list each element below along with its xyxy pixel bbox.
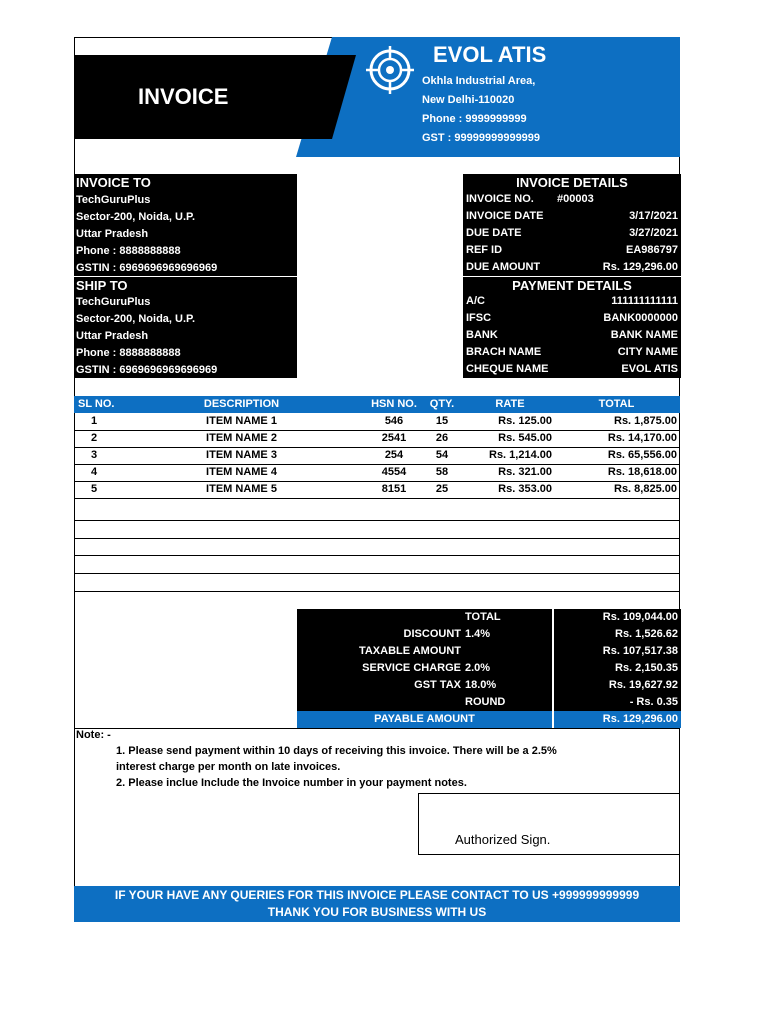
payment-label: CHEQUE NAME [466, 363, 549, 375]
payable-divider [552, 711, 554, 728]
detail-row [463, 242, 681, 259]
note-body [116, 743, 557, 791]
invoice-to-box [74, 174, 297, 276]
detail-value: Rs. 129,296.00 [602, 261, 678, 273]
empty-row-divider [74, 591, 680, 592]
detail-value: EA986797 [626, 244, 678, 256]
authorized-sign: Authorized Sign. [455, 832, 551, 847]
payable-value: Rs. 129,296.00 [602, 713, 678, 725]
payment-label: A/C [466, 295, 485, 307]
signature-box [418, 793, 680, 855]
items-table-body [74, 413, 680, 501]
note-line-2: 2. Please inclue Include the Invoice number in your payment notes. [116, 777, 467, 789]
summary-row-taxable [297, 643, 681, 660]
empty-row-divider [74, 538, 680, 539]
invoice-to-line: TechGuruPlus [76, 194, 151, 206]
row-rate: Rs. 321.00 [498, 466, 552, 478]
summary-row-discount [297, 626, 681, 643]
empty-row-divider [74, 520, 680, 521]
company-address-1: Okhla Industrial Area, [422, 75, 536, 87]
detail-row [463, 208, 681, 225]
payable-label: PAYABLE AMOUNT [374, 713, 475, 725]
row-rate: Rs. 1,214.00 [489, 449, 552, 461]
summary-bottom-line [74, 728, 680, 729]
row-desc: ITEM NAME 1 [206, 415, 277, 427]
payment-value: BANK NAME [610, 329, 678, 341]
row-hsn: 4554 [381, 466, 407, 478]
col-hsn: HSN NO. [371, 398, 417, 410]
invoice-no-label: INVOICE NO. [466, 193, 534, 205]
summary-value: Rs. 109,044.00 [602, 611, 678, 623]
payment-details-box [463, 276, 681, 378]
invoice-to-line: Uttar Pradesh [76, 228, 149, 240]
summary-label: ROUND [465, 696, 506, 708]
payment-label: BRACH NAME [466, 346, 542, 358]
col-total: TOTAL [598, 398, 635, 410]
row-desc: ITEM NAME 4 [206, 466, 277, 478]
footer-banner [74, 886, 680, 922]
summary-value: - Rs. 0.35 [629, 696, 678, 708]
row-sl: 3 [90, 449, 98, 461]
row-desc: ITEM NAME 5 [206, 483, 277, 495]
detail-value: 3/17/2021 [629, 210, 678, 222]
summary-label: SERVICE CHARGE [362, 662, 461, 674]
payment-value: 111111111111 [611, 295, 678, 307]
row-qty: 25 [435, 483, 449, 495]
summary-value: Rs. 19,627.92 [608, 679, 678, 691]
row-sl: 4 [90, 466, 98, 478]
summary-row-total [297, 609, 681, 626]
payment-value: EVOL ATIS [621, 363, 678, 375]
payment-row [463, 361, 681, 378]
row-total: Rs. 65,556.00 [607, 449, 677, 461]
row-rate: Rs. 545.00 [498, 432, 552, 444]
payment-value: BANK0000000 [603, 312, 678, 324]
invoice-to-heading: INVOICE TO [76, 175, 151, 190]
summary-row-round [297, 694, 681, 711]
ship-to-line: Sector-200, Noida, U.P. [76, 313, 196, 325]
row-sl: 5 [90, 483, 98, 495]
items-table-header [74, 396, 680, 413]
invoice-to-line: Sector-200, Noida, U.P. [76, 211, 196, 223]
invoice-title: INVOICE [138, 84, 229, 109]
row-hsn: 546 [384, 415, 404, 427]
row-total: Rs. 14,170.00 [607, 432, 677, 444]
ship-to-line: TechGuruPlus [76, 296, 151, 308]
invoice-details-heading: INVOICE DETAILS [516, 175, 628, 190]
summary-pct: 18.0% [465, 679, 497, 691]
row-desc: ITEM NAME 2 [206, 432, 277, 444]
table-row [74, 413, 680, 431]
invoice-no-row [463, 191, 681, 208]
col-sl: SL NO. [78, 398, 115, 410]
table-row [74, 464, 680, 482]
summary-pct: 2.0% [465, 662, 491, 674]
invoice-no-value: #00003 [557, 193, 594, 205]
empty-row-divider [74, 555, 680, 556]
detail-row [463, 225, 681, 242]
detail-value: 3/27/2021 [629, 227, 678, 239]
row-rate: Rs. 353.00 [498, 483, 552, 495]
payment-row [463, 327, 681, 344]
ship-to-heading: SHIP TO [76, 278, 128, 293]
note-line-1: 1. Please send payment within 10 days of receiving this invoice. There will be a 2.5% [116, 745, 557, 757]
col-rate: RATE [495, 398, 525, 410]
ship-to-box [74, 276, 297, 378]
detail-row [463, 259, 681, 276]
payment-label: BANK [466, 329, 498, 341]
row-hsn: 2541 [381, 432, 407, 444]
payment-row [463, 293, 681, 310]
summary-label: TAXABLE AMOUNT [358, 645, 461, 657]
company-address-2: New Delhi-110020 [422, 94, 515, 106]
invoice-to-lines [76, 192, 217, 277]
row-sl: 2 [90, 432, 98, 444]
payment-label: IFSC [466, 312, 492, 324]
payment-row [463, 310, 681, 327]
row-desc: ITEM NAME 3 [206, 449, 277, 461]
detail-label: REF ID [466, 244, 503, 256]
row-rate: Rs. 125.00 [498, 415, 552, 427]
note-line-1b: interest charge per month on late invoices. [116, 761, 341, 773]
ship-to-lines [76, 294, 217, 379]
company-name: EVOL ATIS [433, 42, 547, 67]
footer-line-1: IF YOUR HAVE ANY QUERIES FOR THIS INVOICE PLEASE CONTACT TO US +999999999999 [114, 888, 640, 902]
col-qty: QTY. [429, 398, 455, 410]
summary-label: DISCOUNT [403, 628, 461, 640]
footer-line-2: THANK YOU FOR BUSINESS WITH US [267, 905, 487, 919]
row-hsn: 8151 [381, 483, 407, 495]
detail-label: INVOICE DATE [466, 210, 544, 222]
summary-value: Rs. 1,526.62 [615, 628, 678, 640]
payment-details-heading: PAYMENT DETAILS [512, 278, 632, 293]
row-qty: 26 [435, 432, 449, 444]
company-gst: GST : 99999999999999 [422, 132, 541, 144]
summary-box [297, 609, 681, 711]
row-hsn: 254 [384, 449, 404, 461]
summary-label: GST TAX [414, 679, 461, 691]
company-info [422, 72, 540, 148]
invoice-to-line: Phone : 8888888888 [76, 245, 181, 257]
ship-to-line: Uttar Pradesh [76, 330, 149, 342]
empty-row-divider [74, 573, 680, 574]
detail-label: DUE AMOUNT [466, 261, 541, 273]
summary-row-gst [297, 677, 681, 694]
row-sl: 1 [90, 415, 98, 427]
summary-pct: 1.4% [465, 628, 491, 640]
row-qty: 54 [435, 449, 449, 461]
company-phone: Phone : 9999999999 [422, 113, 527, 125]
payable-row [297, 711, 681, 728]
ship-to-line: GSTIN : 6969696969696969 [76, 364, 218, 376]
table-row [74, 430, 680, 448]
table-row [74, 481, 680, 499]
row-qty: 58 [435, 466, 449, 478]
summary-row-service [297, 660, 681, 677]
summary-label: TOTAL [465, 611, 501, 623]
detail-label: DUE DATE [466, 227, 522, 239]
note-label: Note: - [76, 729, 111, 741]
col-description: DESCRIPTION [203, 398, 280, 410]
invoice-to-line: GSTIN : 6969696969696969 [76, 262, 218, 274]
row-total: Rs. 18,618.00 [607, 466, 677, 478]
summary-value: Rs. 107,517.38 [602, 645, 678, 657]
row-qty: 15 [435, 415, 449, 427]
table-row [74, 447, 680, 465]
row-total: Rs. 8,825.00 [614, 483, 677, 495]
invoice-details-box [463, 174, 681, 276]
ship-to-line: Phone : 8888888888 [76, 347, 181, 359]
row-total: Rs. 1,875.00 [614, 415, 677, 427]
summary-value: Rs. 2,150.35 [615, 662, 678, 674]
payment-row [463, 344, 681, 361]
payment-value: CITY NAME [617, 346, 678, 358]
